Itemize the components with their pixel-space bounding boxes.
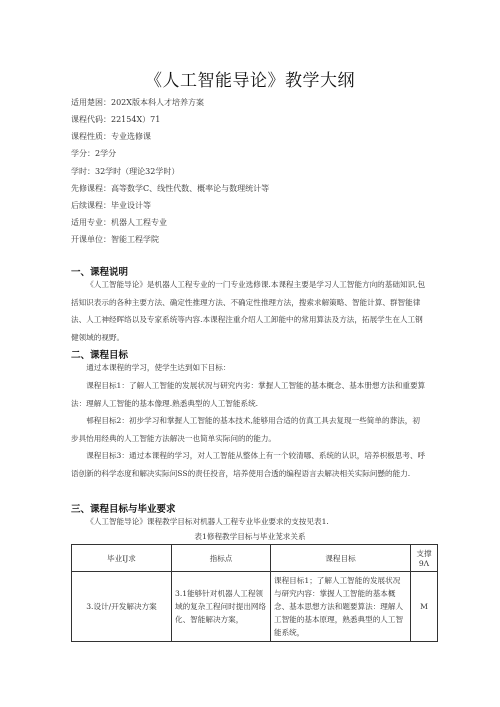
- objectives-requirements-table: [71, 544, 438, 642]
- course-description-paragraph: 《人工智能导论》是机器人工程专业的一门专业选修课.本课程主要是学习人工智能方向的基础知识,包括知识表示的各种主要方法、确定性推理方法、不确定性推理方法，搜索求解策略、智能计算、群智能律法、人工神经晖络以及专家系统等内容.本课程注重介绍人工卸能中的常用算法及方法，拓展学生在人工钢健领域的视野。: [71, 280, 426, 342]
- document-title: 《人工智能导论》教学大纲: [145, 71, 355, 91]
- header-course-objective: 课程目标: [271, 545, 411, 572]
- objective-1-paragraph: 课程目标1：了解人工智能的发展状况与研究内劣：掌握人工智能的基本概念、基本册想方法和重要算法：理解人工智能的基本像理.熟悉典型的人工智能系统.: [71, 381, 426, 408]
- meta-prerequisites: 先修课程：高等数学C、线性代数、概率论与数理统计等: [71, 184, 270, 193]
- section-heading-objectives-vs-requirements: 三、课程目标与毕业要求: [71, 504, 176, 515]
- meta-credits: 学分：2学分: [71, 149, 117, 158]
- section-heading-course-description: 一、课程说明: [71, 267, 129, 278]
- cell-graduation-requirement: 3.设计/开发解决方案: [72, 572, 172, 642]
- meta-follow-up: 后续课程：毕业设计等: [71, 201, 151, 210]
- table-row: [72, 572, 438, 642]
- table-caption: 表1修程教学目标与毕业茏求关系: [194, 532, 306, 541]
- meta-major: 适用专业：机器人工程专业: [71, 218, 167, 227]
- objective-2-paragraph: 邨程目标2：初步学习和掌握人工智能的基本技术,能够用合适的仿真工具去复现一些简单的葬法，初步具怡用经典的人工智能方法解决一也简单实际问的的能力。: [71, 416, 420, 443]
- meta-course-nature: 课程性质：专业选修课: [71, 132, 151, 141]
- meta-department: 开课单位：智能工程学院: [71, 235, 159, 244]
- header-indicator: 指标点: [172, 545, 271, 572]
- header-graduation-requirement: 毕业IJ求: [72, 545, 172, 572]
- meta-course-code: 课程代码：22154X）71: [71, 115, 161, 124]
- table-header-row: [72, 545, 438, 572]
- cell-indicator: 3.1能够针对机器人工程领域的复杂工程问时提出网络化、智能解决方案，: [172, 572, 271, 642]
- header-support: 支撑9Λ: [411, 545, 438, 572]
- cell-support-level: M: [411, 572, 438, 642]
- table-reference-paragraph: 《人工智能导论》课程教学目标对机器人工程专业毕业要求的支按见表1.: [86, 517, 329, 526]
- cell-course-objective: 课程目标1；了解人工智能的发展状况与研究内容：掌握人工智能的基本概念、基本思想方法和题要算法：理解人工智能的基本原理，熟悉典型的人工智能系统，: [271, 572, 411, 642]
- section-heading-course-objectives: 二、课程目标: [71, 350, 129, 361]
- meta-hours: 学时：32学时（理论32学时）: [71, 167, 180, 176]
- objectives-intro: 通过本课程的学习，使学生达到如下目标：: [86, 363, 231, 372]
- objective-3-paragraph: 课程目标3：通过本课程的学习，对人工智能从整体上有一个较清哪、系统的认识，培养枳极思考、呼语创新的科学态度和解决实际问SS的责任投音，培养使用合透的编程语言去解决相关实际问懸的能力.: [71, 451, 426, 478]
- meta-applicable-plan: 适用楚困：202X版本科人才培养方案: [71, 98, 204, 107]
